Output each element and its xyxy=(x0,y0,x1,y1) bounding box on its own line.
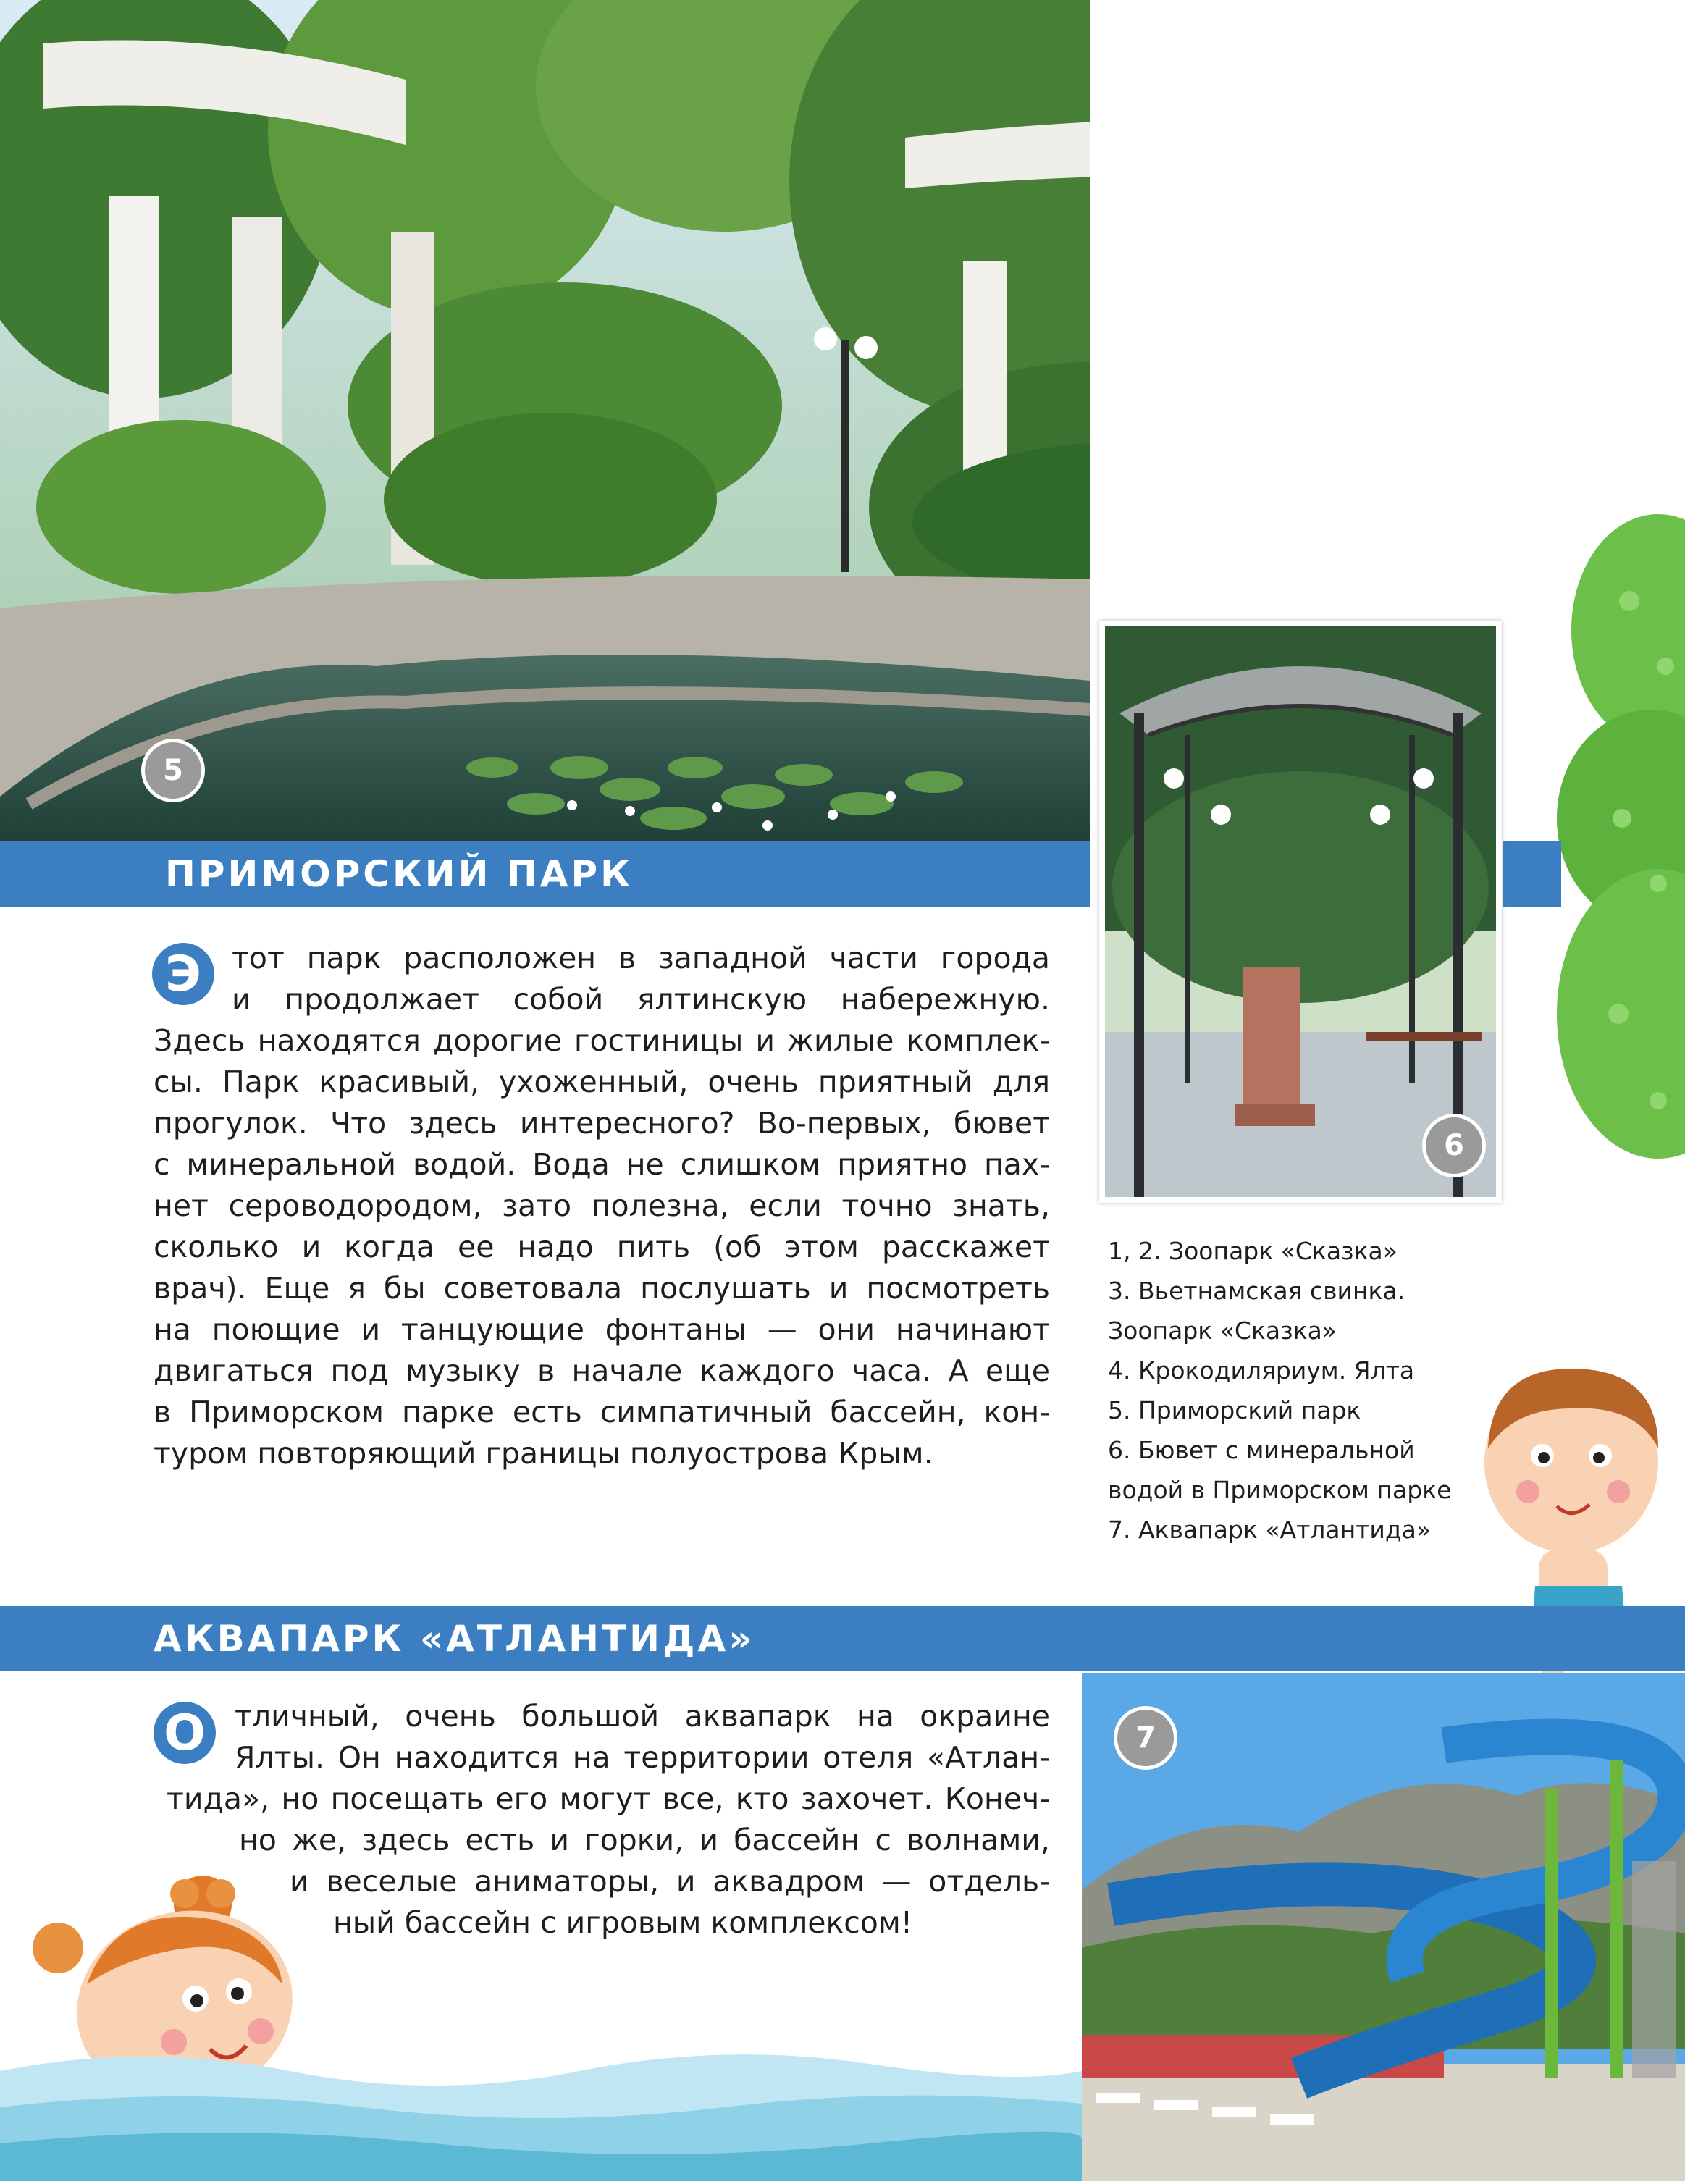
caption-line: Зоопарк «Сказка» xyxy=(1108,1316,1337,1345)
body-line: сколько и когда ее надо пить (об этом расскажет xyxy=(154,1230,1050,1264)
photo-captions xyxy=(1108,1231,1484,1550)
section-heading-bar-right xyxy=(1503,841,1561,907)
mineral-fountain-photo xyxy=(1105,626,1496,1197)
body-line: туром повторяющий границы полуострова Крым. xyxy=(154,1436,933,1471)
photo-number-badge: 7 xyxy=(1114,1706,1177,1770)
body-line: ный бассейн с игровым комплексом! xyxy=(333,1905,913,1940)
body-line: нет сероводородом, зато полезна, если точно знать, xyxy=(154,1188,1050,1223)
caption-line: 1, 2. Зоопарк «Сказка» xyxy=(1108,1237,1398,1265)
tree-decoration xyxy=(1550,507,1685,1202)
body-line: и продолжает собой ялтинскую набережную. xyxy=(232,982,1050,1017)
park-body-text xyxy=(154,938,1050,1474)
body-line: тида», но посещать его могут все, кто захочет. Конеч- xyxy=(167,1781,1050,1816)
body-line: двигаться под музыку в начале каждого часа. А еще xyxy=(154,1353,1050,1388)
photo-number-badge: 6 xyxy=(1422,1114,1486,1177)
section-title-aquapark: АКВАПАРК «АТЛАНТИДА» xyxy=(154,1618,755,1660)
caption-line: 6. Бювет с минеральной xyxy=(1108,1436,1415,1464)
photo-number-badge: 5 xyxy=(141,739,205,802)
body-line: на поющие и танцующие фонтаны — они начинают xyxy=(154,1312,1050,1347)
wave-decoration xyxy=(0,2028,1082,2181)
caption-line: 3. Вьетнамская свинка. xyxy=(1108,1277,1405,1305)
body-line: тличный, очень большой аквапарк на окраине xyxy=(235,1699,1050,1734)
body-line: Ялты. Он находится на территории отеля «Атлан- xyxy=(235,1740,1050,1775)
body-line: но же, здесь есть и горки, и бассейн с волнами, xyxy=(239,1823,1050,1857)
body-line: и веселые аниматоры, и аквадром — отдель- xyxy=(290,1864,1050,1899)
body-line: врач). Еще я бы советовала послушать и посмотреть xyxy=(154,1271,1050,1306)
body-line: сы. Парк красивый, ухоженный, очень приятный для xyxy=(154,1064,1050,1099)
caption-line: водой в Приморском парке xyxy=(1108,1476,1452,1504)
section-title-park: ПРИМОРСКИЙ ПАРК xyxy=(165,853,633,895)
park-photo xyxy=(0,0,1090,841)
body-line: тот парк расположен в западной части города xyxy=(232,941,1050,975)
body-line: с минеральной водой. Вода не слишком приятно пах- xyxy=(154,1147,1050,1182)
dropcap: О xyxy=(154,1702,216,1764)
body-line: Здесь находятся дорогие гостиницы и жилые комплек- xyxy=(154,1023,1050,1058)
caption-line: 5. Приморский парк xyxy=(1108,1396,1361,1424)
body-line: в Приморском парке есть симпатичный бассейн, кон- xyxy=(154,1395,1050,1429)
body-line: прогулок. Что здесь интересного? Во-первых, бювет xyxy=(154,1106,1050,1141)
caption-line: 4. Крокодиляриум. Ялта xyxy=(1108,1356,1415,1385)
colonnade-photo xyxy=(0,0,1090,841)
dropcap: Э xyxy=(152,943,214,1005)
caption-line: 7. Аквапарк «Атлантида» xyxy=(1108,1516,1432,1544)
